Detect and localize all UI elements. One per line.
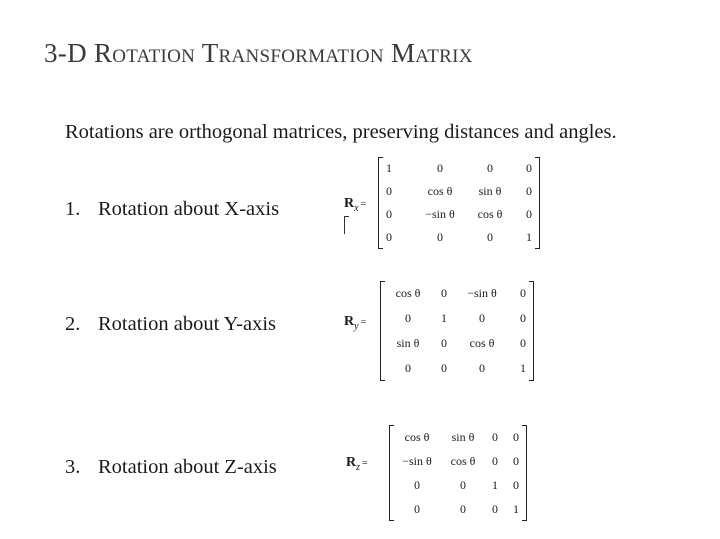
item-label: Rotation about Y-axis <box>98 313 277 335</box>
item-label: Rotation about Z-axis <box>98 456 277 478</box>
slide-title: 3-D Rotation Transformation Matrix <box>44 38 473 68</box>
item-label: Rotation about X-axis <box>98 198 280 220</box>
matrix-label-y: $R_y$ = <box>344 314 367 332</box>
matrix-x: 1 0 0 0 0 cos θ sin θ 0 0 −sin θ cos θ 0 0 0 0 1 <box>378 157 540 249</box>
list-item-z-rotation <box>65 456 277 479</box>
item-number: 3. <box>65 456 81 478</box>
list-item-y-rotation <box>65 313 276 336</box>
item-number: 2. <box>65 313 81 335</box>
matrix-label-x: $R_x$ = <box>344 196 367 214</box>
text-cursor-mark <box>344 216 345 234</box>
matrix-y: cos θ 0 −sin θ 0 0 1 0 0 sin θ 0 cos θ 0 0 0 0 1 <box>380 281 534 381</box>
matrix-label-z: $R_z$ = <box>346 455 368 473</box>
intro-text: Rotations are orthogonal matrices, preserving distances and angles. <box>65 121 617 143</box>
list-item-x-rotation <box>65 198 279 221</box>
item-number: 1. <box>65 198 81 220</box>
matrix-z: cos θ sin θ 0 0 −sin θ cos θ 0 0 0 0 1 0 0 0 0 1 <box>389 425 527 521</box>
